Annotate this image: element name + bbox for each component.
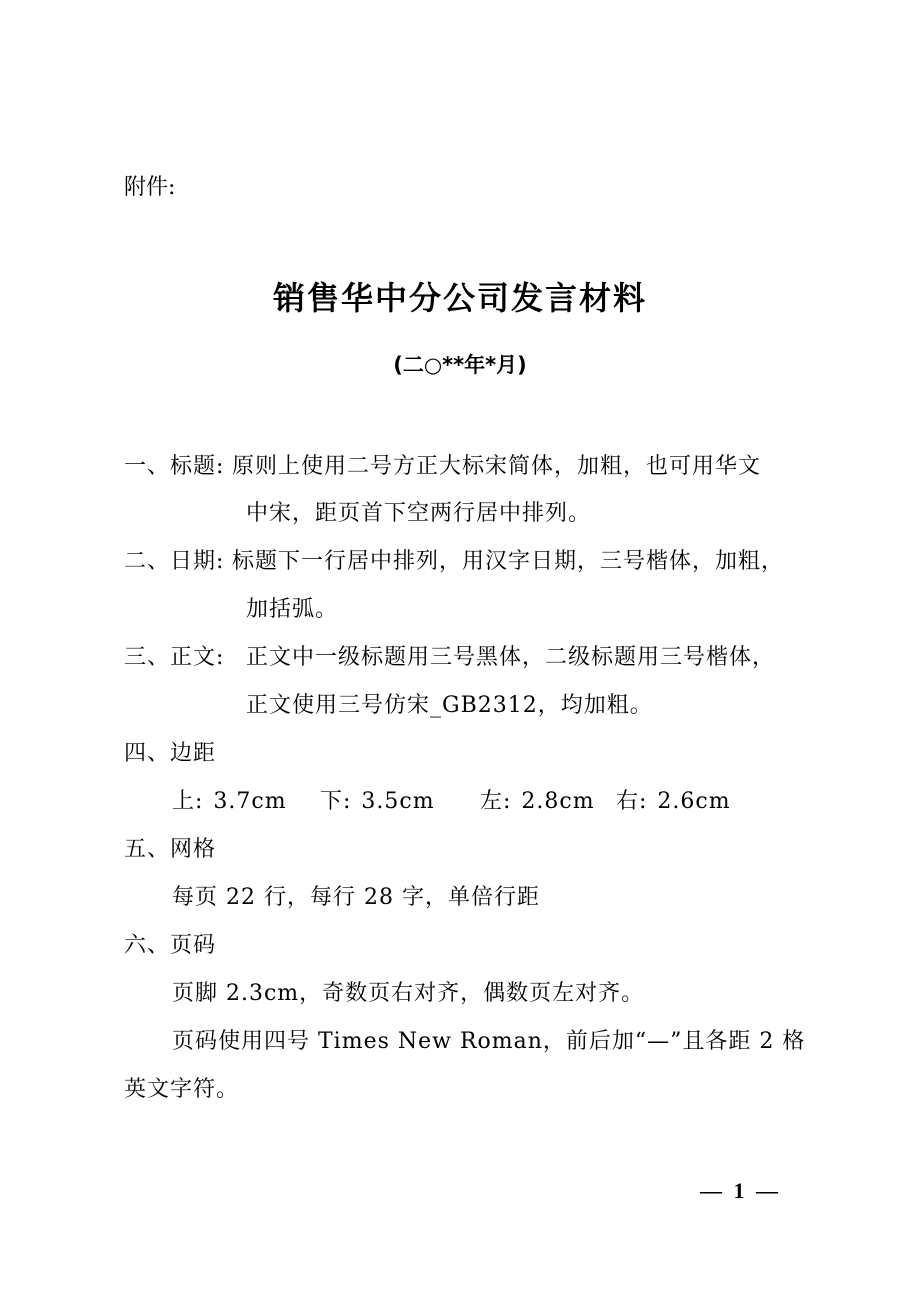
section-date-label: 二、日期: [124, 549, 225, 574]
page-number-style-line1: 页码使用四号 Times New Roman，前后加“—”且各距 2 格 [172, 1029, 806, 1054]
margin-bottom-value: 下: 3.5cm [320, 789, 435, 814]
section-title-text-line2: 中宋，距页首下空两行居中排列。 [246, 501, 592, 526]
section-body-text-line2: 正文使用三号仿宋_GB2312，均加粗。 [246, 693, 653, 718]
grid-heading: 五、网格 [124, 837, 217, 862]
section-date-text-line2: 加括弧。 [246, 597, 339, 622]
page-footer-text: 页脚 2.3cm，奇数页右对齐，偶数页左对齐。 [172, 981, 645, 1006]
page-number-heading: 六、页码 [124, 933, 217, 958]
document-title: 销售华中分公司发言材料 [272, 279, 647, 317]
margin-right-value: 右: 2.6cm [616, 789, 731, 814]
section-date-text-line1: 标题下一行居中排列，用汉字日期，三号楷体，加粗， [232, 549, 785, 574]
attachment-label: 附件: [124, 175, 176, 200]
margin-top-value: 上: 3.7cm [172, 789, 287, 814]
page-number: — 1 — [700, 1178, 778, 1203]
margins-heading: 四、边距 [124, 741, 217, 766]
section-title-text-line1: 原则上使用二号方正大标宋简体，加粗，也可用华文 [232, 454, 762, 479]
page-number-style-line2: 英文字符。 [124, 1077, 240, 1102]
grid-text: 每页 22 行，每行 28 字，单倍行距 [172, 885, 540, 910]
section-body-text-line1: 正文中一级标题用三号黑体，二级标题用三号楷体， [246, 645, 776, 670]
date-line: (二○**年*月) [393, 353, 527, 377]
section-title-label: 一、标题: [124, 454, 225, 479]
margin-left-value: 左: 2.8cm [480, 789, 595, 814]
section-body-label: 三、正文: [124, 645, 225, 670]
